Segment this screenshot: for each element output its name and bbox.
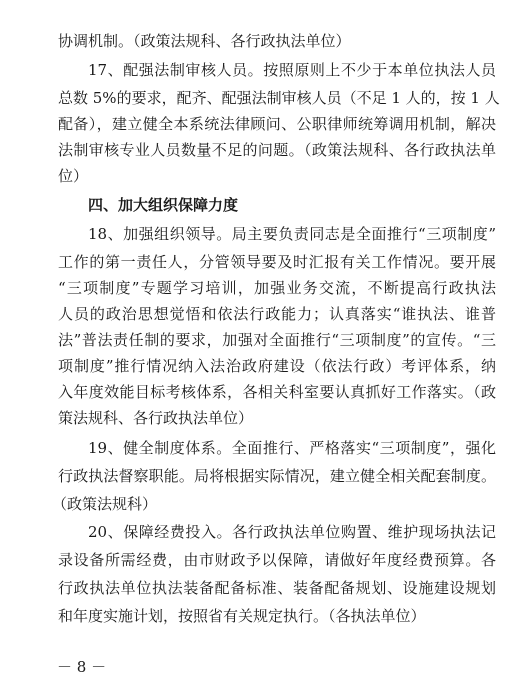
text-line: “三项制度”专题学习培训，加强业务交流，不断提高行政执法 <box>58 279 496 297</box>
text-line: 入年度效能目标考核体系，各相关科室要认真抓好工作落实。（政 <box>58 383 496 401</box>
text-line: 位） <box>58 167 89 185</box>
page-number: － 8 － <box>57 658 107 676</box>
text-line: 项制度”推行情况纳入法治政府建设（依法行政）考评体系，纳 <box>58 357 496 375</box>
text-line: 工作的第一责任人，分管领导要及时汇报有关工作情况。要开展 <box>58 253 496 271</box>
text-line: 协调机制。（政策法规科、各行政执法单位） <box>58 32 351 50</box>
text-line: （政策法规科） <box>52 495 158 513</box>
section-heading: 四、加大组织保障力度 <box>88 196 239 214</box>
text-line: 配备），建立健全本系统法律顾问、公职律师统筹调用机制，解决 <box>58 115 496 133</box>
text-line: 17、配强法制审核人员。按照原则上不少于本单位执法人员 <box>88 61 496 79</box>
text-line: 和年度实施计划，按照省有关规定执行。（各执法单位） <box>58 607 426 625</box>
text-line: 行政执法督察职能。局将根据实际情况，建立健全相关配套制度。 <box>58 467 496 485</box>
text-line: 策法规科、各行政执法单位） <box>58 409 254 427</box>
text-line: 人员的政治思想觉悟和依法行政能力；认真落实“谁执法、谁普 <box>58 305 496 323</box>
text-line: 法制审核专业人员数量不足的问题。（政策法规科、各行政执法单 <box>58 141 496 159</box>
text-line: 录设备所需经费，由市财政予以保障，请做好年度经费预算。各 <box>58 551 496 569</box>
text-line: 行政执法单位执法装备配备标准、装备配备规划、设施建设规划 <box>58 579 496 597</box>
text-line: 总数 5%的要求，配齐、配强法制审核人员（不足 1 人的，按 1 人 <box>58 89 500 107</box>
text-line: 法”普法责任制的要求，加强对全面推行“三项制度”的宣传。“三 <box>58 331 496 349</box>
text-line: 18、加强组织领导。局主要负责同志是全面推行“三项制度” <box>88 225 496 243</box>
text-line: 20、保障经费投入。各行政执法单位购置、维护现场执法记 <box>88 523 496 541</box>
text-line: 19、健全制度体系。全面推行、严格落实“三项制度”，强化 <box>88 439 496 457</box>
